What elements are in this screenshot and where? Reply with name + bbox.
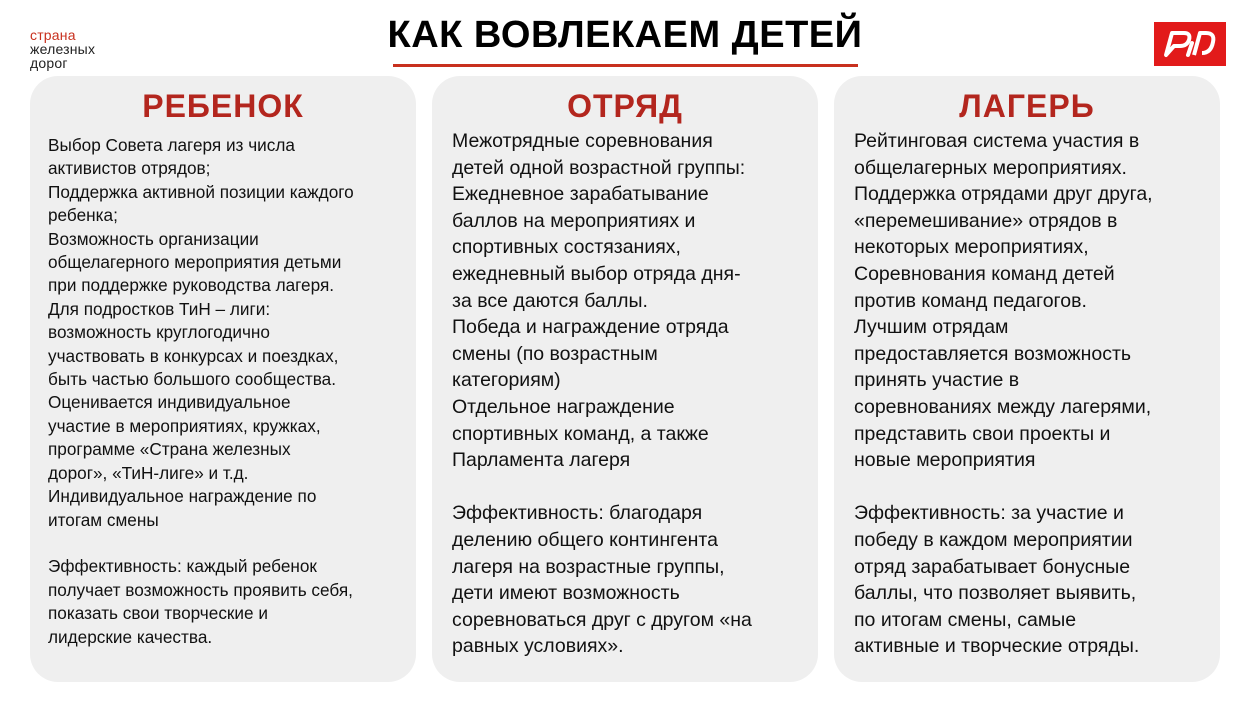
- card-child: [30, 76, 416, 682]
- card-squad: [432, 76, 818, 682]
- card-body: Межотрядные соревнования детей одной возрастной группы: Ежедневное зарабатывание баллов на мероприятиях и спортивных состязаниях, ежедневный выбор отряда дня- за все даются баллы. Победа и награждение отряда смены (по возрастным категориям) Отдельное награждение спортивных команд, а также Парламента лагеря Эффективность: благодаря делению общего контингента лагеря на возрастные группы, дети имеют возможность соревноваться друг с другом «на равных условиях».: [452, 130, 752, 658]
- card-title: РЕБЕНОК: [142, 88, 304, 124]
- title-underline: [393, 64, 858, 67]
- card-title: ОТРЯД: [567, 88, 683, 124]
- card-title: ЛАГЕРЬ: [959, 88, 1095, 124]
- brand-line-1: страна: [30, 27, 76, 43]
- rzd-logo-glyph: [1162, 29, 1218, 59]
- card-body: Рейтинговая система участия в общелагерных мероприятиях. Поддержка отрядами друг друга, «перемешивание» отрядов в некоторых мероприятиях, Соревнования команд детей против команд педагогов. Лучшим отрядам предоставляется возможность принять участие в соревнованиях между лагерями, представить свои проекты и новые мероприятия Эффективность: за участие и победу в каждом мероприятии отряд зарабатывает бонусные баллы, что позволяет выявить, по итогам смены, самые активные и творческие отряды.: [854, 130, 1153, 658]
- brand-line-2: железных: [30, 41, 96, 57]
- page-title: КАК ВОВЛЕКАЕМ ДЕТЕЙ: [387, 14, 863, 56]
- brand-line-3: дорог: [30, 55, 68, 71]
- card-body: Выбор Совета лагеря из числа активистов отрядов; Поддержка активной позиции каждого ребенка; Возможность организации общелагерного мероприятия детьми при поддержке руководства лагеря. Для подростков ТиН – лиги: возможность круглогодично участвовать в конкурсах и поездках, быть частью большого сообщества. Оценивается индивидуальное участие в мероприятиях, кружках, программе «Страна железных дорог», «ТиН-лиге» и т.д. Индивидуальное награждение по итогам смены Эффективность: каждый ребенок получает возможность проявить себя, показать свои творческие и лидерские качества.: [48, 135, 354, 647]
- card-camp: [834, 76, 1220, 682]
- rzd-logo-icon: [1154, 22, 1226, 66]
